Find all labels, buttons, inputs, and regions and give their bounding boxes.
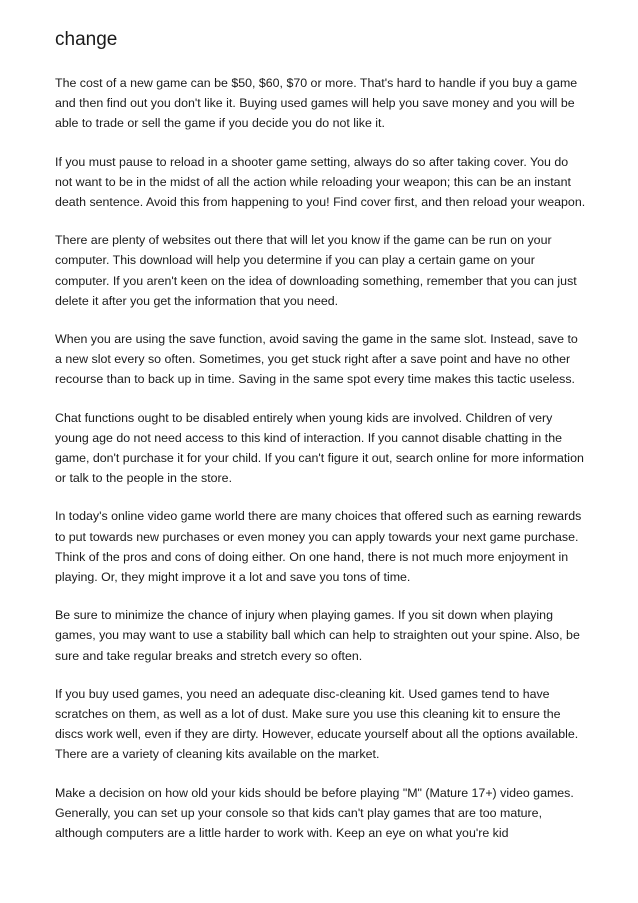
section-heading: change [55, 29, 118, 50]
paragraph-reload-cover: If you must pause to reload in a shooter game setting, always do so after taking cover. You do not want to be in the midst of all the action while reloading your weapon; this can be an instant death sentence. Avoid this from happening to you! Find cover first, and then reload your weapon. [55, 154, 586, 210]
paragraph-used-games-cost: The cost of a new game can be $50, $60, $70 or more. That's hard to handle if you buy a game and then find out you don't like it. Buying used games will help you save money and you will be able to trade or sell the game if you decide you do not like it. [55, 76, 578, 131]
paragraph-save-slots: When you are using the save function, avoid saving the game in the same slot. Instead, save to a new slot every so often. Sometimes, you get stuck right after a save point and have no other recourse than to back up in time. Saving in the same spot every time makes this tactic useless. [55, 332, 578, 387]
paragraph-online-rewards: In today's online video game world there are many choices that offered such as earning rewards to put towards new purchases or even money you can apply towards your next game purchase. Think of the pros and cons of doing either. On one hand, there is not much more enjoyment in playing. Or, they might improve it a lot and save you tons of time. [55, 509, 582, 585]
document-page [55, 28, 587, 861]
paragraph-disc-cleaning: If you buy used games, you need an adequate disc-cleaning kit. Used games tend to have scratches on them, as well as a lot of dust. Make sure you use this cleaning kit to ensure the discs work well, even if they are dirty. However, educate yourself about all the options available. There are a variety of cleaning kits available on the market. [55, 686, 579, 762]
paragraph-injury-prevention: Be sure to minimize the chance of injury when playing games. If you sit down when playing games, you may want to use a stability ball which can help to straighten out your spine. Also, be sure and take regular breaks and stretch every so often. [55, 608, 580, 663]
paragraph-system-requirements: There are plenty of websites out there that will let you know if the game can be run on your computer. This download will help you determine if you can play a certain game on your computer. If you aren't keen on the idea of downloading something, remember that you can just delete it after you get the information that you need. [55, 233, 577, 308]
paragraph-chat-functions: Chat functions ought to be disabled entirely when young kids are involved. Children of very young age do not need access to this kind of interaction. If you cannot disable chatting in the game, don't purchase it for your child. If you can't figure it out, search online for more information or talk to the people in the store. [55, 410, 584, 486]
paragraph-age-ratings: Make a decision on how old your kids should be before playing "M" (Mature 17+) video games. Generally, you can set up your console so that kids can't play games that are too mature, although computers are a little harder to work with. Keep an eye on what you're kid [55, 785, 574, 841]
